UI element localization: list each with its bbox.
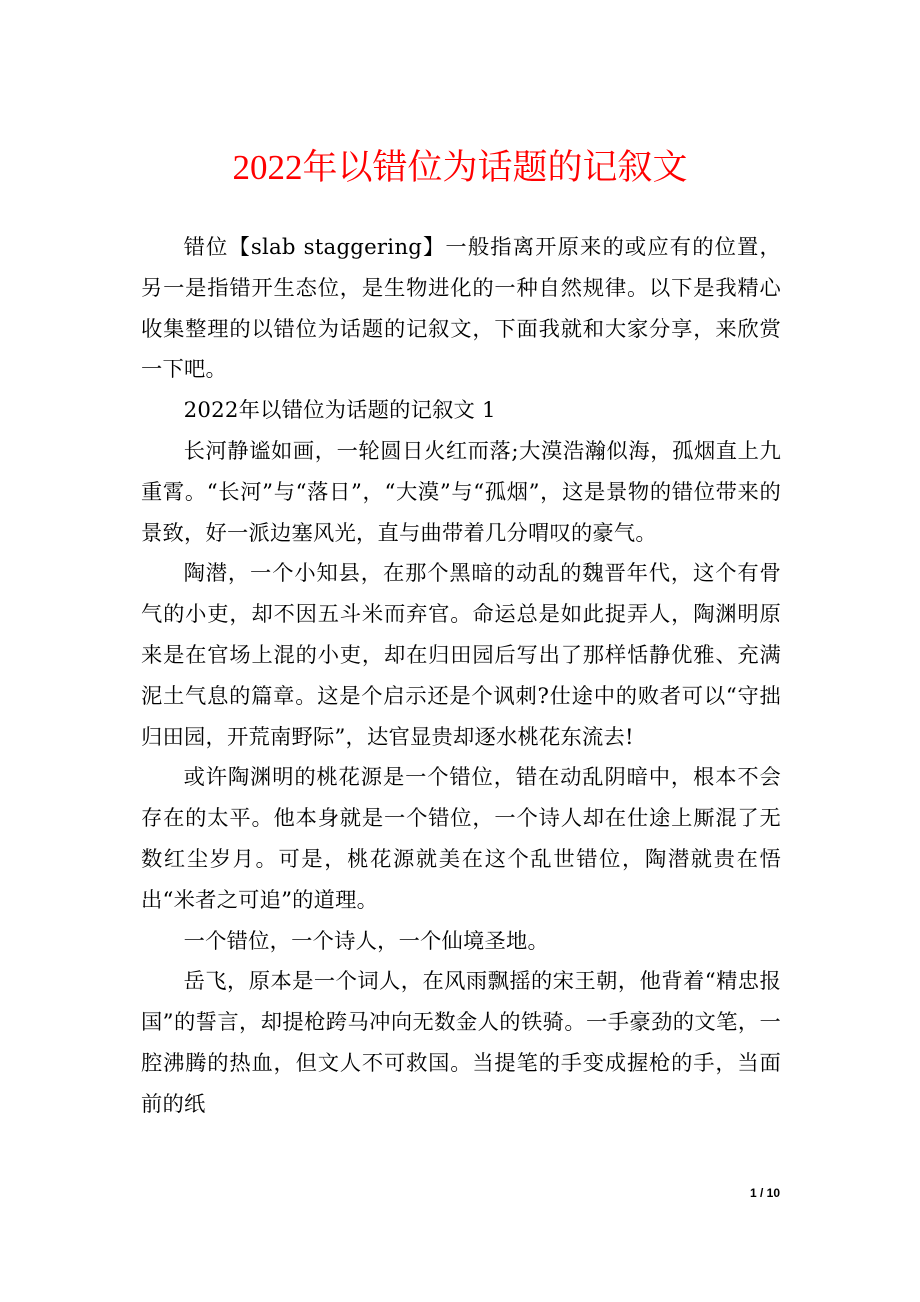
body-paragraph: 一个错位，一个诗人，一个仙境圣地。 xyxy=(183,928,550,954)
body-paragraph: 长河静谧如画，一轮圆日火红而落;大漠浩瀚似海，孤烟直上九重霄。“长河”与“落日”，“大漠”与“孤烟”，这是景物的错位带来的景致，好一派边塞风光，直与曲带着几分喟叹的豪气。 xyxy=(141,438,781,546)
page-number: 1 / 10 xyxy=(749,1186,780,1200)
body-paragraph: 或许陶渊明的桃花源是一个错位，错在动乱阴暗中，根本不会存在的太平。他本身就是一个错位，一个诗人却在仕途上厮混了无数红尘岁月。可是，桃花源就美在这个乱世错位，陶潜就贵在悟出“米者之可追”的道理。 xyxy=(141,765,781,913)
intro-paragraph: 错位【slab staggering】一般指离开原来的或应有的位置，另一是指错开生态位，是生物进化的一种自然规律。以下是我精心收集整理的以错位为话题的记叙文，下面我就和大家分享，来欣赏一下吧。 xyxy=(141,235,781,383)
document-body xyxy=(141,228,781,1126)
body-paragraph: 陶潜，一个小知县，在那个黑暗的动乱的魏晋年代，这个有骨气的小吏，却不因五斗米而弃官。命运总是如此捉弄人，陶渊明原来是在官场上混的小吏，却在归田园后写出了那样恬静优雅、充满泥土气息的篇章。这是个启示还是个讽刺?仕途中的败者可以“守拙归田园，开荒南野际”，达官显贵却逐水桃花东流去! xyxy=(141,561,781,750)
section-heading: 2022年以错位为话题的记叙文 1 xyxy=(183,398,496,424)
document-title: 2022年以错位为话题的记叙文 xyxy=(232,148,688,187)
body-paragraph: 岳飞，原本是一个词人，在风雨飘摇的宋王朝，他背着“精忠报国”的誓言，却提枪跨马冲向无数金人的铁骑。一手豪劲的文笔，一腔沸腾的热血，但文人不可救国。当提笔的手变成握枪的手，当面前的纸 xyxy=(141,969,781,1117)
